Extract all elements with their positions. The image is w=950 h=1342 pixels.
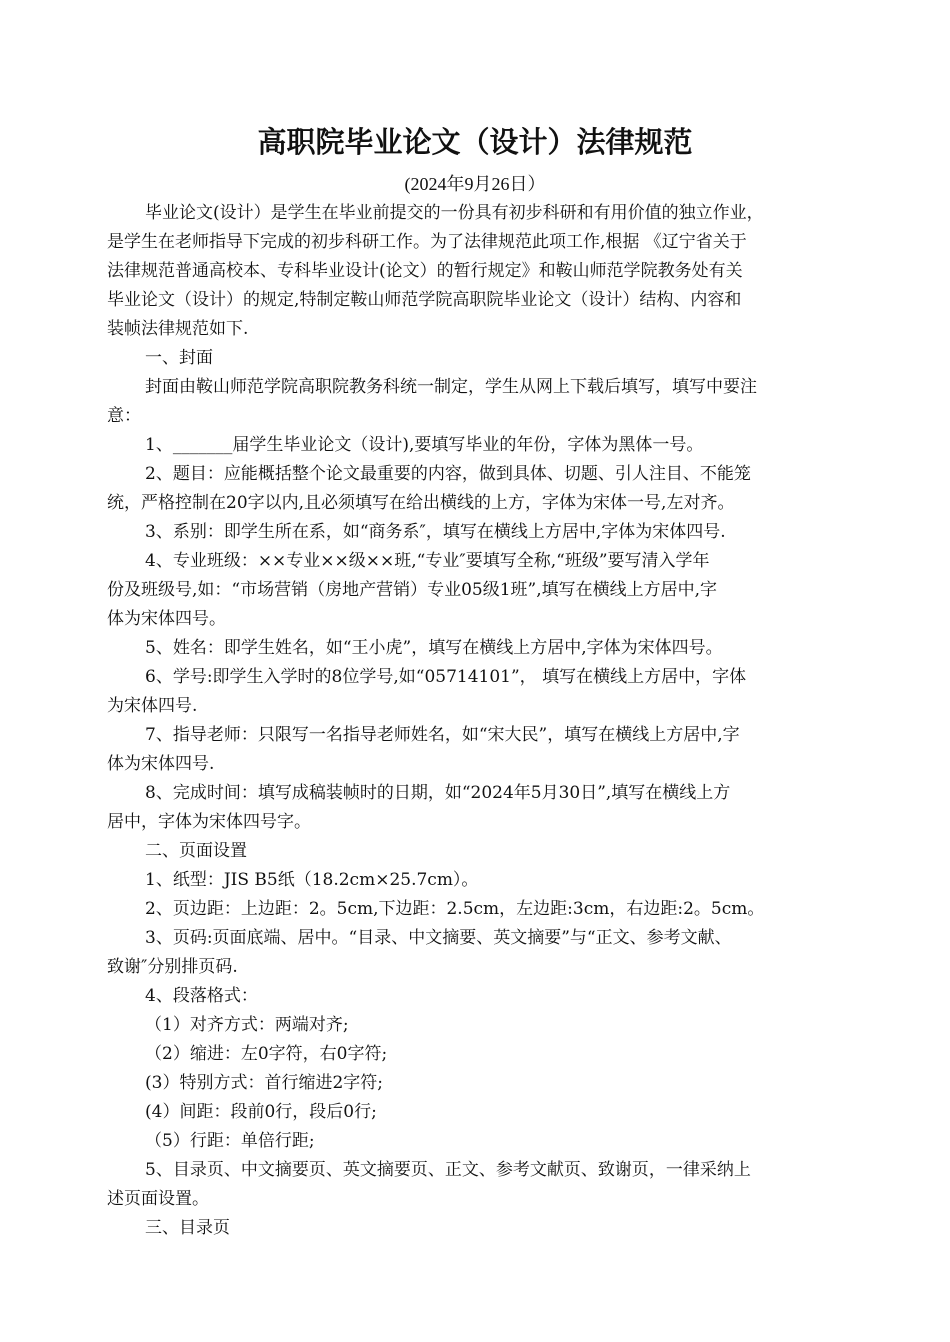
list-item: （1）对齐方式：两端对齐; [145, 1015, 349, 1035]
list-item: 体为宋体四号。 [107, 609, 226, 629]
paragraph-line: 是学生在老师指导下完成的初步科研工作。为了法律规范此项工作,根据 《辽宁省关于 [107, 232, 747, 252]
list-item: 2、题目：应能概括整个论文最重要的内容，做到具体、切题、引人注目、不能笼 [145, 464, 751, 484]
list-item: 居中，字体为宋体四号字。 [107, 812, 311, 832]
paragraph-line: 法律规范普通高校本、专科毕业设计(论文）的暂行规定》和鞍山师范学院教务处有关 [107, 261, 743, 281]
list-item: 2、页边距：上边距：2。5cm,下边距：2.5cm，左边距:3cm，右边距:2。5cm。 [145, 899, 765, 919]
list-item: 7、指导老师：只限写一名指导老师姓名，如“宋大民”，填写在横线上方居中,字 [145, 725, 740, 745]
section-heading: 一、封面 [145, 348, 213, 368]
paragraph-line: 毕业论文(设计）是学生在毕业前提交的一份具有初步科研和有用价值的独立作业， [145, 203, 764, 223]
list-item: 3、系别：即学生所在系，如“商务系″，填写在横线上方居中,字体为宋体四号. [145, 522, 726, 542]
list-item: 述页面设置。 [107, 1189, 209, 1209]
list-item: (4）间距：段前0行，段后0行; [145, 1102, 377, 1122]
list-item: （5）行距：单倍行距; [145, 1131, 315, 1151]
list-item: 份及班级号,如：“市场营销（房地产营销）专业05级1班”,填写在横线上方居中,字 [107, 580, 718, 600]
list-item: 3、页码:页面底端、居中。“目录、中文摘要、英文摘要”与“正文、参考文献、 [145, 928, 732, 948]
paragraph-line: 封面由鞍山师范学院高职院教务科统一制定，学生从网上下载后填写，填写中要注 [145, 377, 757, 397]
list-item: 体为宋体四号. [107, 754, 215, 774]
list-item: （2）缩进：左0字符，右0字符; [145, 1044, 388, 1064]
list-item: 6、学号:即学生入学时的8位学号,如“05714101”， 填写在横线上方居中，字体 [145, 667, 747, 687]
document-title: 高职院毕业论文（设计）法律规范 [257, 125, 693, 159]
list-item: 8、完成时间：填写成稿装帧时的日期，如“2024年5月30日”,填写在横线上方 [145, 783, 731, 803]
list-item: (3）特别方式：首行缩进2字符; [145, 1073, 383, 1093]
paragraph-line: 意： [107, 406, 141, 426]
list-item: 4、段落格式： [145, 986, 258, 1006]
list-item: 致谢″分别排页码. [107, 957, 238, 977]
list-item: 4、专业班级：××专业××级××班,“专业″要填写全称,“班级”要写清入学年 [145, 551, 710, 571]
document-date: (2024年9月26日） [404, 174, 546, 194]
list-item: 1、纸型：JIS B5纸（18.2cm×25.7cm）。 [145, 870, 479, 890]
paragraph-line: 毕业论文（设计）的规定,特制定鞍山师范学院高职院毕业论文（设计）结构、内容和 [107, 290, 742, 310]
list-item: 5、姓名：即学生姓名，如“王小虎”，填写在横线上方居中,字体为宋体四号。 [145, 638, 723, 658]
list-item: 为宋体四号. [107, 696, 198, 716]
section-heading: 三、目录页 [145, 1218, 230, 1238]
list-item: 1、_______届学生毕业论文（设计),要填写毕业的年份，字体为黑体一号。 [145, 435, 704, 455]
list-item: 统，严格控制在20字以内,且必须填写在给出横线的上方，字体为宋体一号,左对齐。 [107, 493, 735, 513]
list-item: 5、目录页、中文摘要页、英文摘要页、正文、参考文献页、致谢页，一律采纳上 [145, 1160, 751, 1180]
paragraph-line: 装帧法律规范如下. [107, 319, 249, 339]
section-heading: 二、页面设置 [145, 841, 247, 861]
